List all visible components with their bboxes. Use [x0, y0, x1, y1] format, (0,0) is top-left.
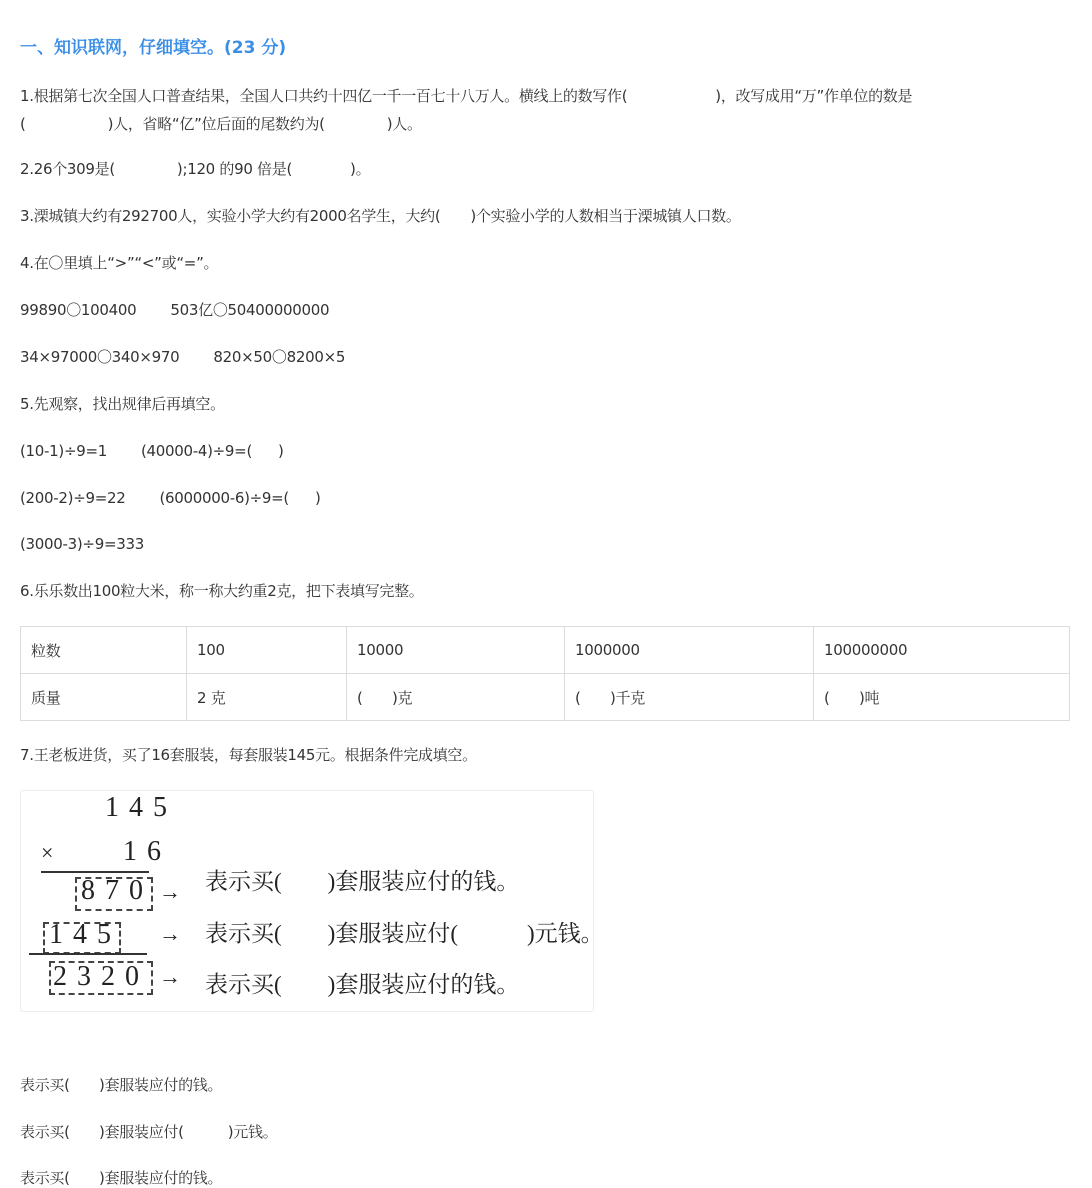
pattern-example: (10-1)÷9=1 — [20, 442, 107, 460]
multiplication-figure — [20, 790, 604, 1012]
question-7-prompt: 7.王老板进货，买了16套服装，每套服装145元。根据条件完成填空。 — [20, 746, 477, 764]
question-4-row-1 — [20, 300, 329, 320]
table-cell: 100000000 — [814, 627, 1070, 674]
question-1-text-c: ( — [20, 115, 26, 133]
question-1-text-a: 1.根据第七次全国人口普查结果，全国人口共约十四亿一千一百七十八万人。横线上的数写作( — [20, 87, 628, 105]
arrow-icon: → — [159, 921, 181, 946]
question-6-prompt: 6.乐乐数出100粒大米，称一称大约重2克，把下表填写完整。 — [20, 582, 424, 600]
question-1-line-2 — [20, 114, 422, 134]
question-2-text-b: );120 的90 倍是( — [176, 160, 293, 178]
table-cell: 2 克 — [187, 674, 347, 721]
multiplicand: 145 — [105, 792, 177, 823]
pattern-question: (6000000-6)÷9=( — [159, 489, 289, 507]
question-4-prompt: 4.在〇里填上“>”“<”或“=”。 — [20, 254, 219, 272]
table-cell: 100 — [187, 627, 347, 674]
table-row — [21, 627, 1070, 674]
question-3-text-b: )个实验小学的人数相当于溧城镇人口数。 — [470, 207, 741, 225]
question-5-row-3: (3000-3)÷9=333 — [20, 535, 144, 553]
question-5-row-2 — [20, 488, 321, 508]
question-1-text-e: )人。 — [386, 115, 422, 133]
figure-label-2: 表示买( )套服装应付( )元钱。 — [205, 921, 604, 946]
compare-item[interactable]: 99890〇100400 — [20, 301, 137, 319]
paren-close: ) — [278, 442, 284, 460]
question-1-text-b: )，改写成用“万”作单位的数是 — [715, 87, 913, 105]
partial-product-1: 870 — [81, 875, 153, 906]
figure-label-1: 表示买( )套服装应付的钱。 — [205, 869, 520, 894]
times-sign: × — [41, 840, 54, 865]
table-cell-blank[interactable]: ( )克 — [347, 674, 565, 721]
product-line — [41, 871, 149, 873]
table-cell: 质量 — [21, 674, 187, 721]
compare-item[interactable]: 503亿〇50400000000 — [170, 301, 330, 319]
question-5-row-1 — [20, 441, 284, 461]
question-3 — [20, 206, 741, 226]
sum-line — [29, 953, 147, 955]
compare-item[interactable]: 34×97000〇340×970 — [20, 348, 180, 366]
question-2-text-c: )。 — [350, 160, 371, 178]
paren-close: ) — [314, 489, 321, 507]
answer-line-3[interactable]: 表示买( )套服装应付的钱。 — [20, 1169, 223, 1187]
pattern-question: (40000-4)÷9=( — [140, 442, 252, 460]
answer-line-1[interactable]: 表示买( )套服装应付的钱。 — [20, 1076, 223, 1094]
table-cell: 粒数 — [21, 627, 187, 674]
question-5-prompt: 5.先观察，找出规律后再填空。 — [20, 395, 225, 413]
rice-weight-table — [20, 626, 1070, 721]
arrow-icon: → — [159, 879, 181, 904]
pattern-example: (200-2)÷9=22 — [20, 489, 126, 507]
compare-item[interactable]: 820×50〇8200×5 — [213, 348, 346, 366]
table-cell-blank[interactable]: ( )吨 — [814, 674, 1070, 721]
question-1-text-d: )人，省略“亿”位后面的尾数约为( — [107, 115, 325, 133]
multiplier: 16 — [123, 836, 171, 867]
figure-label-3: 表示买( )套服装应付的钱。 — [205, 972, 520, 997]
table-cell-blank[interactable]: ( )千克 — [565, 674, 814, 721]
question-4-row-2 — [20, 347, 345, 367]
question-2 — [20, 159, 370, 179]
question-2-text-a: 2.26个309是( — [20, 160, 115, 178]
final-product: 2320 — [53, 961, 149, 992]
arrow-icon: → — [159, 964, 181, 989]
answer-line-2[interactable]: 表示买( )套服装应付( )元钱。 — [20, 1123, 278, 1141]
table-cell: 10000 — [347, 627, 565, 674]
question-3-text-a: 3.溧城镇大约有292700人，实验小学大约有2000名学生，大约( — [20, 207, 441, 225]
question-1-line-1 — [20, 86, 912, 106]
section-heading: 一、知识联网，仔细填空。(23 分) — [20, 38, 287, 58]
table-row — [21, 674, 1070, 721]
table-cell: 1000000 — [565, 627, 814, 674]
partial-product-2: 145 — [49, 919, 121, 950]
